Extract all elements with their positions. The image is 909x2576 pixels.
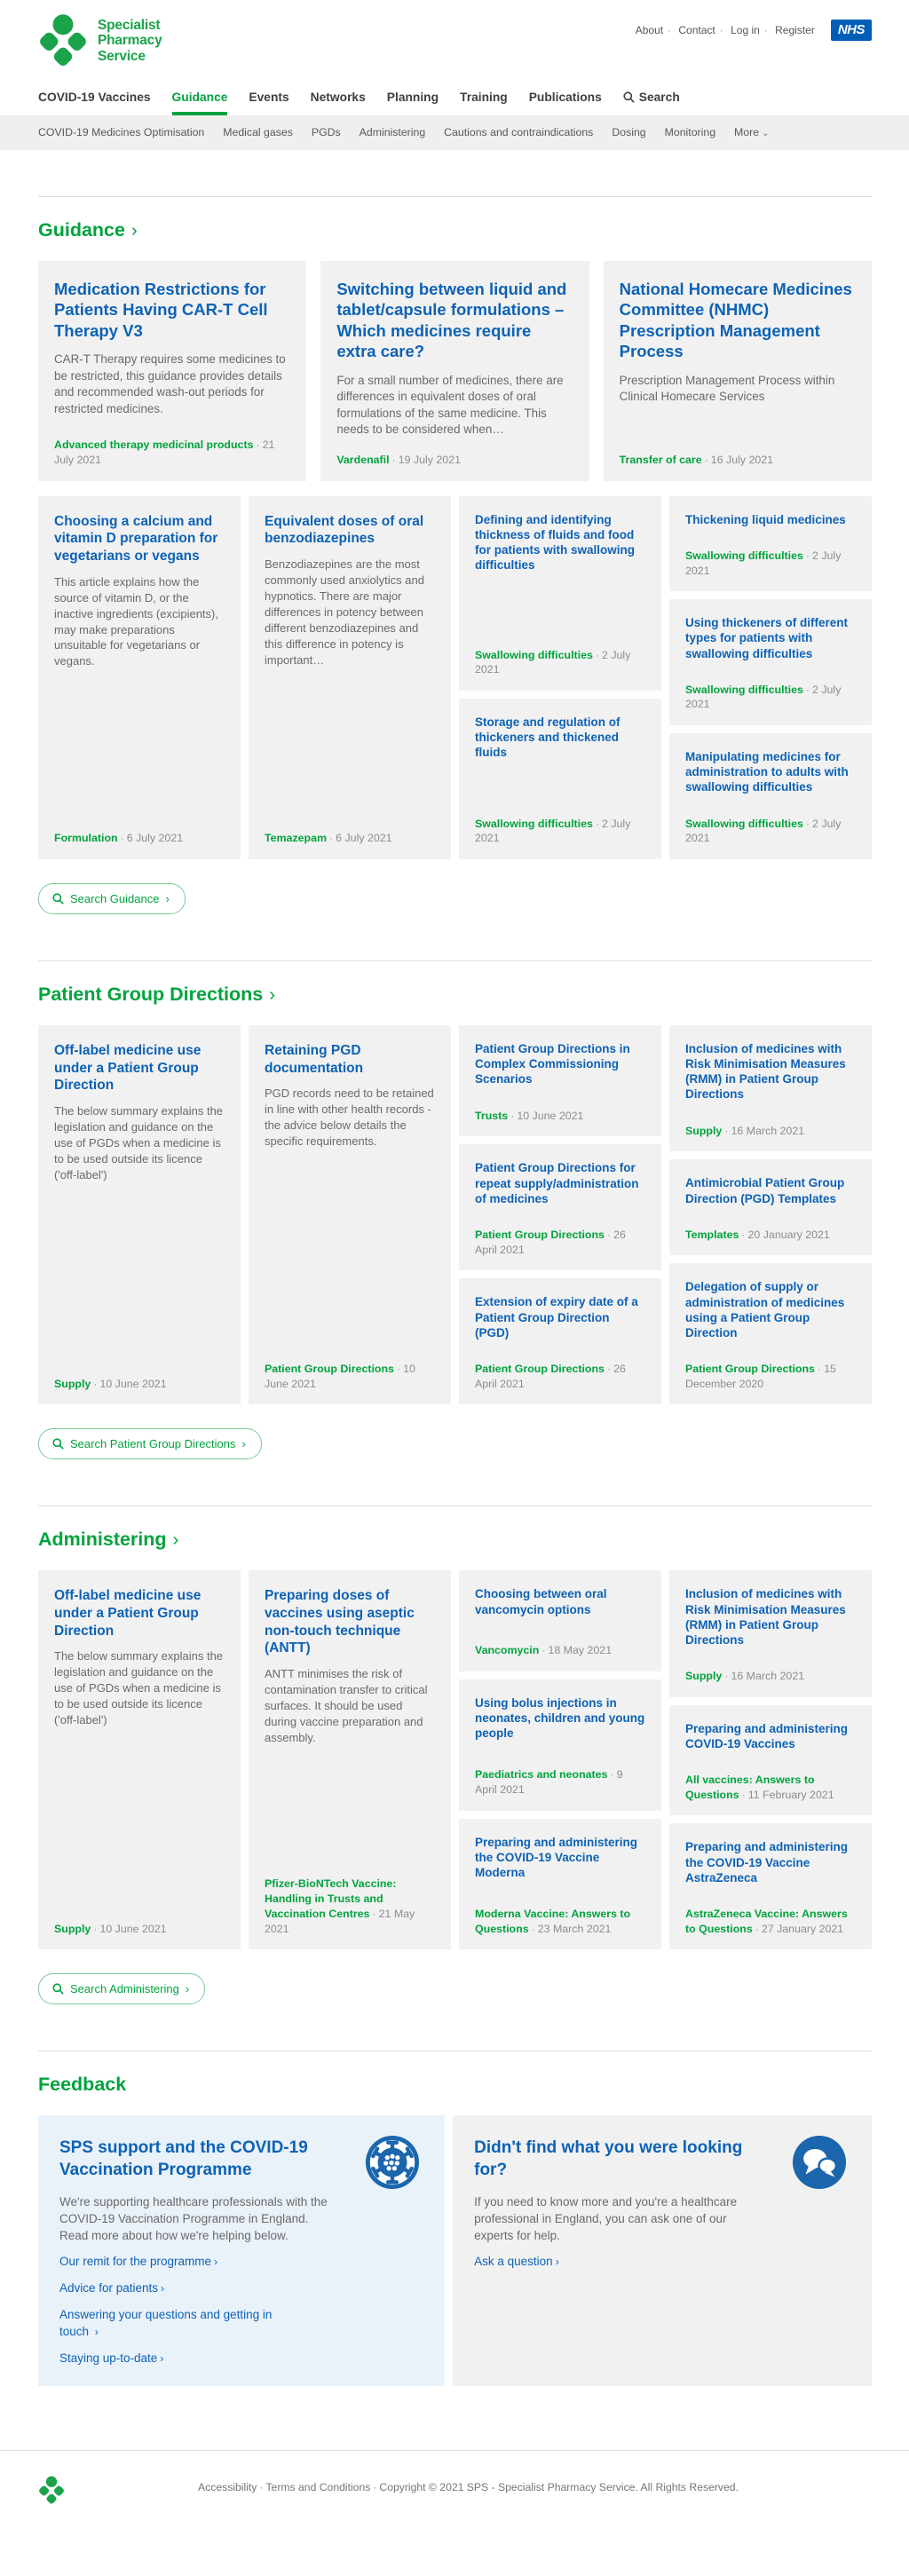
article-card	[669, 1159, 872, 1255]
divider	[38, 1505, 872, 1506]
article-tag[interactable]: Transfer of care	[619, 453, 702, 466]
article-summary: The below summary explains the legislation and guidance on the use of PGDs when a medicine is to be used outside its licence ('off-label')	[54, 1104, 224, 1181]
divider	[38, 196, 872, 197]
article-date: 18 May 2021	[548, 1644, 613, 1657]
article-meta: Pfizer-BioNTech Vaccine: Handling in Trusts and Vaccination Centres · 21 May 2021	[265, 1877, 415, 1935]
article-date: 20 January 2021	[747, 1228, 830, 1241]
article-tag[interactable]: Patient Group Directions	[475, 1362, 605, 1375]
article-summary: CAR-T Therapy requires some medicines to be restricted, this guidance provides details and recommended wash-out periods for restricted medicines.	[54, 352, 286, 415]
search-administering-button[interactable]: Search Administering ›	[38, 1973, 205, 2004]
nav-covid-vaccines[interactable]: COVID-19 Vaccines	[38, 91, 151, 104]
article-title[interactable]: Preparing and administering the COVID-19 Vaccine Moderna	[475, 1835, 638, 1880]
article-card	[249, 496, 451, 859]
article-meta: Supply · 10 June 2021	[54, 1377, 167, 1390]
article-card	[249, 1570, 451, 1949]
copyright-text: Copyright © 2021 SPS - Specialist Pharmacy Service. All Rights Reserved.	[379, 2480, 739, 2493]
article-date: 6 July 2021	[126, 832, 184, 845]
article-card	[669, 1570, 872, 1696]
article-cards-row	[38, 1570, 872, 1949]
register-link[interactable]: Register	[775, 24, 815, 36]
article-card	[459, 1025, 661, 1136]
guidance-section	[0, 196, 909, 914]
article-date: 26 April 2021	[475, 1362, 626, 1390]
article-card	[669, 1263, 872, 1404]
article-meta: Swallowing difficulties · 2 July 2021	[475, 648, 631, 676]
article-card	[604, 261, 872, 481]
covid-support-card	[38, 2115, 445, 2385]
article-meta: Swallowing difficulties · 2 July 2021	[475, 817, 631, 845]
subnav-covid-medicines-optimisation[interactable]: COVID-19 Medicines Optimisation	[38, 126, 205, 138]
article-title[interactable]: Manipulating medicines for administration to adults with swallowing difficulties	[685, 750, 849, 794]
remit-link[interactable]: Our remit for the programme ›	[59, 2255, 218, 2269]
article-title[interactable]: Choosing a calcium and vitamin D preparation for vegetarians or vegans	[54, 513, 218, 565]
article-meta: Patient Group Directions · 26 April 2021	[475, 1228, 626, 1256]
article-tag[interactable]: Formulation	[54, 832, 118, 845]
subnav-dosing[interactable]: Dosing	[612, 126, 646, 138]
article-meta: Temazepam · 6 July 2021	[265, 832, 392, 845]
feedback-section	[0, 2051, 909, 2385]
article-meta: Supply · 16 March 2021	[685, 1669, 805, 1682]
article-card	[249, 1025, 451, 1404]
article-card	[38, 1570, 241, 1949]
chevron-right-icon: ›	[130, 220, 138, 241]
advice-for-patients-link[interactable]: Advice for patients ›	[59, 2281, 165, 2295]
search-guidance-button[interactable]: Search Guidance ›	[38, 883, 186, 914]
page-footer	[0, 2450, 909, 2576]
article-meta: Patient Group Directions · 15 December 2020	[685, 1362, 836, 1390]
article-card	[459, 496, 661, 691]
nav-events[interactable]: Events	[249, 91, 289, 104]
article-card	[459, 1570, 661, 1671]
article-tag[interactable]: Temazepam	[265, 832, 328, 845]
nav-planning[interactable]: Planning	[386, 91, 439, 104]
article-date: 16 March 2021	[731, 1669, 805, 1682]
article-meta: Supply · 10 June 2021	[54, 1922, 167, 1935]
article-tag[interactable]: Patient Group Directions	[475, 1228, 605, 1241]
article-date: 15 December 2020	[685, 1362, 836, 1390]
article-card	[38, 1025, 241, 1404]
chevron-right-icon: ›	[185, 1982, 190, 1996]
card-column	[669, 1570, 872, 1949]
article-tag[interactable]: Vardenafil	[336, 453, 390, 466]
article-date: 10 June 2021	[265, 1362, 415, 1390]
article-tag[interactable]: Swallowing difficulties	[685, 817, 803, 830]
article-card	[459, 1679, 661, 1811]
article-date: 9 April 2021	[475, 1768, 623, 1797]
subnav-monitoring[interactable]: Monitoring	[664, 126, 716, 138]
article-card	[38, 261, 306, 481]
article-title[interactable]: Medication Restrictions for Patients Having CAR-T Cell Therapy V3	[54, 280, 268, 340]
virus-icon	[365, 2135, 420, 2190]
article-date: 21 May 2021	[265, 1907, 415, 1935]
article-date: 21 July 2021	[54, 439, 275, 466]
chevron-right-icon: ›	[161, 2282, 165, 2295]
nav-training[interactable]: Training	[460, 91, 508, 104]
article-tag[interactable]: All vaccines: Answers to Questions	[685, 1773, 815, 1801]
guidance-section-title[interactable]: Guidance ›	[38, 219, 138, 241]
article-title[interactable]: Storage and regulation of thickeners and thickened fluids	[475, 715, 620, 760]
article-summary: Benzodiazepines are the most commonly used anxiolytics and hypnotics. There are major differences in potency between different benzodiazepines and this difference in potency is important…	[265, 557, 424, 667]
card-column	[459, 1025, 661, 1404]
article-meta: Moderna Vaccine: Answers to Questions · 23 March 2021	[475, 1907, 631, 1935]
article-title[interactable]: Thickening liquid medicines	[685, 512, 846, 526]
article-cards-row	[38, 1025, 872, 1404]
search-icon	[52, 1983, 64, 1995]
nav-networks[interactable]: Networks	[310, 91, 366, 104]
card-column	[459, 496, 661, 859]
utility-nav: About · Contact · Log in · Register	[635, 24, 815, 36]
article-tag[interactable]: Vancomycin	[475, 1644, 540, 1657]
ask-question-card	[453, 2115, 872, 2385]
article-title[interactable]: Inclusion of medicines with Risk Minimisation Measures (RMM) in Patient Group Directions	[685, 1587, 846, 1647]
article-meta: Paediatrics and neonates · 9 April 2021	[475, 1768, 623, 1797]
article-meta: Swallowing difficulties · 2 July 2021	[685, 817, 842, 845]
search-icon	[52, 893, 64, 905]
article-title[interactable]: Extension of expiry date of a Patient Group Direction (PGD)	[475, 1295, 638, 1339]
article-tag[interactable]: Supply	[54, 1377, 91, 1390]
article-date: 2 July 2021	[475, 648, 631, 676]
article-title[interactable]: Off-label medicine use under a Patient Group Direction	[54, 1043, 202, 1094]
nav-search[interactable]: Search	[623, 91, 680, 115]
article-title[interactable]: Defining and identifying thickness of fluids and food for patients with swallowing difficulties	[475, 512, 636, 573]
article-date: 10 June 2021	[99, 1922, 167, 1935]
article-tag[interactable]: Patient Group Directions	[265, 1362, 394, 1375]
article-tag[interactable]: AstraZeneca Vaccine: Answers to Questions	[685, 1907, 848, 1935]
article-title[interactable]: Retaining PGD documentation	[265, 1043, 364, 1076]
article-date: 6 July 2021	[336, 832, 392, 845]
accessibility-link[interactable]: Accessibility	[198, 2480, 257, 2493]
article-card	[320, 261, 589, 481]
administering-section	[0, 1505, 909, 2004]
article-date: 10 June 2021	[517, 1109, 584, 1122]
answering-questions-link[interactable]: Answering your questions and getting in touch ›	[59, 2307, 273, 2338]
main-nav	[0, 85, 909, 115]
article-meta: Supply · 16 March 2021	[685, 1124, 805, 1137]
article-card	[669, 1705, 872, 1816]
covid-support-title: SPS support and the COVID-19 Vaccination Programme	[59, 2138, 308, 2180]
article-title[interactable]: Patient Group Directions for repeat supply/administration of medicines	[475, 1161, 639, 1205]
feedback-section-title: Feedback	[38, 2074, 127, 2096]
article-tag[interactable]: Swallowing difficulties	[685, 683, 803, 696]
article-title[interactable]: Switching between liquid and tablet/capsule formulations – Which medicines require extra care?	[336, 280, 567, 361]
article-meta: Swallowing difficulties · 2 July 2021	[685, 549, 842, 577]
subnav-pgds[interactable]: PGDs	[311, 126, 341, 138]
article-summary: This article explains how the source of vitamin D, or the inactive ingredients (excipients), may make preparations unsuitable for vegetarians or vegans.	[54, 574, 218, 668]
sps-wordmark: Specialist Pharmacy Service	[98, 18, 162, 64]
article-date: 27 January 2021	[761, 1922, 844, 1935]
article-title[interactable]: Equivalent doses of oral benzodiazepines	[265, 513, 424, 547]
article-meta: Advanced therapy medicinal products · 21 July 2021	[54, 439, 275, 466]
article-date: 26 April 2021	[475, 1228, 626, 1256]
subnav-more[interactable]: More ⌄	[734, 126, 770, 138]
subnav-cautions[interactable]: Cautions and contraindications	[444, 126, 594, 138]
article-date: 23 March 2021	[537, 1922, 612, 1935]
search-icon	[623, 91, 635, 103]
login-link[interactable]: Log in	[731, 24, 760, 36]
covid-support-links	[59, 2254, 423, 2367]
terms-link[interactable]: Terms and Conditions	[265, 2480, 371, 2493]
article-card	[669, 733, 872, 859]
article-title[interactable]: Antimicrobial Patient Group Direction (PGD) Templates	[685, 1176, 845, 1205]
article-date: 2 July 2021	[685, 549, 842, 577]
chat-bubbles-icon	[792, 2135, 847, 2190]
chevron-right-icon: ›	[94, 2325, 99, 2338]
article-tag[interactable]: Pfizer-BioNTech Vaccine: Handling in Trusts and Vaccination Centres	[265, 1877, 397, 1920]
covid-support-text: We're supporting healthcare professionals with the COVID-19 Vaccination Programme in England. Read more about how we're helping below.	[59, 2194, 328, 2243]
chevron-down-icon: ⌄	[762, 129, 770, 138]
feedback-cards-row	[38, 2115, 872, 2385]
about-link[interactable]: About	[635, 24, 664, 36]
article-card	[459, 1819, 661, 1950]
article-tag[interactable]: Trusts	[475, 1109, 509, 1122]
article-date: 16 July 2021	[710, 453, 774, 466]
sps-home-logo[interactable]	[38, 13, 162, 68]
article-date: 2 July 2021	[685, 817, 842, 845]
article-meta: AstraZeneca Vaccine: Answers to Questions · 27 January 2021	[685, 1907, 848, 1935]
article-card	[669, 1823, 872, 1949]
article-tag[interactable]: Advanced therapy medicinal products	[54, 439, 254, 452]
article-meta: Swallowing difficulties · 2 July 2021	[685, 683, 842, 711]
article-card	[38, 496, 241, 859]
sps-clover-icon	[38, 2476, 65, 2505]
article-tag[interactable]: Templates	[685, 1228, 739, 1241]
article-title[interactable]: Choosing between oral vancomycin options	[475, 1587, 607, 1616]
article-meta: Transfer of care · 16 July 2021	[619, 453, 774, 466]
page-header	[0, 0, 909, 85]
article-meta: Trusts · 10 June 2021	[475, 1109, 584, 1122]
article-date: 2 July 2021	[475, 817, 631, 845]
article-title[interactable]: National Homecare Medicines Committee (NHMC) Prescription Management Process	[619, 280, 852, 361]
chevron-right-icon: ›	[172, 1529, 179, 1550]
article-title[interactable]: Delegation of supply or administration of medicines using a Patient Group Direction	[685, 1280, 845, 1339]
article-summary: The below summary explains the legislation and guidance on the use of PGDs when a medicine is to be used outside its licence ('off-label')	[54, 1649, 224, 1727]
ask-a-question-link[interactable]: Ask a question ›	[474, 2255, 559, 2269]
header-utilities	[634, 20, 872, 41]
article-summary: Prescription Management Process within Clinical Homecare Services	[619, 373, 835, 404]
article-tag[interactable]: Paediatrics and neonates	[475, 1768, 608, 1782]
pgd-section-title[interactable]: Patient Group Directions ›	[38, 984, 275, 1006]
article-date: 10 June 2021	[99, 1377, 167, 1390]
article-title[interactable]: Preparing doses of vaccines using aseptic non-touch technique (ANTT)	[265, 1588, 415, 1656]
subnav-administering[interactable]: Administering	[359, 126, 426, 138]
ask-question-text: If you need to know more and you're a healthcare professional in England, you can ask one of our experts for help.	[474, 2194, 738, 2243]
article-card	[459, 1278, 661, 1404]
article-tag[interactable]: Swallowing difficulties	[475, 817, 593, 830]
article-meta: All vaccines: Answers to Questions · 11 February 2021	[685, 1773, 834, 1801]
article-title[interactable]: Using thickeners of different types for patients with swallowing difficulties	[685, 616, 849, 660]
article-title[interactable]: Off-label medicine use under a Patient Group Direction	[54, 1588, 202, 1639]
article-meta: Templates · 20 January 2021	[685, 1228, 830, 1241]
article-date: 11 February 2021	[747, 1788, 834, 1801]
article-title[interactable]: Inclusion of medicines with Risk Minimisation Measures (RMM) in Patient Group Directions	[685, 1042, 846, 1102]
article-summary: ANTT minimises the risk of contamination transfer to critical surfaces. It should be used during vaccine preparation and assembly.	[265, 1667, 428, 1744]
chevron-right-icon: ›	[214, 2256, 218, 2269]
article-title[interactable]: Preparing and administering the COVID-19 Vaccine AstraZeneca	[685, 1840, 849, 1885]
article-tag[interactable]: Patient Group Directions	[685, 1362, 815, 1375]
article-date: 19 July 2021	[398, 453, 461, 466]
nav-publications[interactable]: Publications	[528, 91, 602, 104]
administering-section-title[interactable]: Administering ›	[38, 1529, 179, 1551]
chevron-right-icon: ›	[555, 2256, 559, 2269]
article-card	[669, 599, 872, 725]
article-summary: PGD records need to be retained in line with other health records - the advice below details the specific requirements.	[265, 1087, 434, 1149]
chevron-right-icon: ›	[241, 1437, 246, 1451]
article-meta: Formulation · 6 July 2021	[54, 832, 184, 845]
article-date: 16 March 2021	[731, 1124, 805, 1137]
subnav-medical-gases[interactable]: Medical gases	[223, 126, 293, 138]
article-title[interactable]: Using bolus injections in neonates, children and young people	[475, 1696, 645, 1741]
article-meta: Vancomycin · 18 May 2021	[475, 1644, 613, 1657]
search-pgd-button[interactable]: Search Patient Group Directions ›	[38, 1428, 262, 1459]
nav-guidance[interactable]: Guidance	[172, 91, 228, 115]
article-date: 2 July 2021	[685, 683, 842, 711]
contact-link[interactable]: Contact	[678, 24, 715, 36]
search-icon	[52, 1438, 64, 1450]
article-meta: Vardenafil · 19 July 2021	[336, 453, 461, 466]
ask-question-title: Didn't find what you were looking for?	[474, 2138, 743, 2180]
article-meta: Patient Group Directions · 10 June 2021	[265, 1362, 415, 1390]
nhs-logo[interactable]: NHS	[831, 20, 872, 41]
card-column	[459, 1570, 661, 1949]
chevron-right-icon: ›	[160, 2351, 164, 2365]
article-card	[459, 1144, 661, 1270]
article-title[interactable]: Patient Group Directions in Complex Commissioning Scenarios	[475, 1042, 630, 1087]
staying-up-to-date-link[interactable]: Staying up-to-date ›	[59, 2351, 164, 2365]
article-tag[interactable]: Swallowing difficulties	[475, 648, 593, 661]
card-column	[669, 496, 872, 859]
article-card	[459, 699, 661, 859]
footer-legal: Accessibility · Terms and Conditions · Copyright © 2021 SPS - Specialist Pharmacy Service. All Rights Reserved.	[198, 2480, 739, 2493]
sps-clover-icon	[38, 13, 88, 68]
chevron-right-icon: ›	[269, 984, 275, 1005]
article-tag[interactable]: Supply	[685, 1124, 723, 1137]
article-title[interactable]: Preparing and administering COVID-19 Vaccines	[685, 1721, 849, 1750]
article-tag[interactable]: Moderna Vaccine: Answers to Questions	[475, 1907, 631, 1935]
article-tag[interactable]: Swallowing difficulties	[685, 549, 803, 562]
article-tag[interactable]: Supply	[54, 1922, 91, 1935]
article-tag[interactable]: Supply	[685, 1669, 723, 1682]
chevron-right-icon: ›	[165, 892, 170, 906]
article-summary: For a small number of medicines, there are differences in equivalent doses of oral formulations of the same medicine. This needs to be considered when…	[336, 373, 564, 437]
article-card	[669, 496, 872, 592]
article-meta: Patient Group Directions · 26 April 2021	[475, 1362, 626, 1390]
guidance-subnav	[0, 115, 909, 150]
article-card	[669, 1025, 872, 1151]
pgd-section	[0, 960, 909, 1459]
featured-cards-row	[38, 261, 872, 481]
card-column	[669, 1025, 872, 1404]
divider	[38, 960, 872, 961]
article-cards-row	[38, 496, 872, 859]
